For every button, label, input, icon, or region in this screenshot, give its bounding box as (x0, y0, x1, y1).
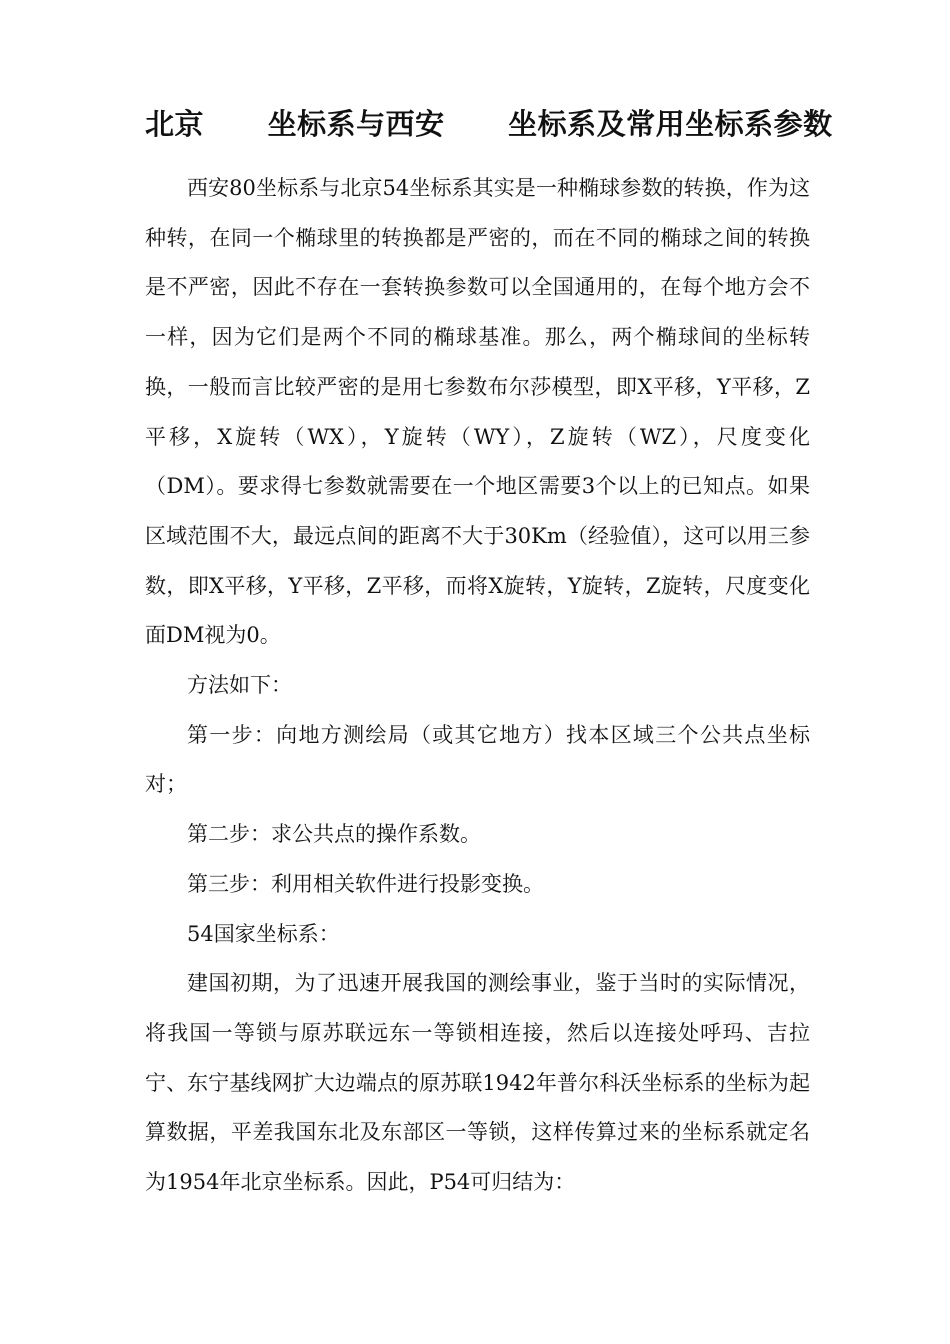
paragraph-step-three: 第三步：利用相关软件进行投影变换。 (187, 871, 544, 896)
document-body (145, 164, 810, 1208)
document-title: 北京 坐标系与西安 坐标系及常用坐标系参数 (145, 107, 833, 141)
paragraph-method-heading: 方法如下： (187, 673, 292, 698)
paragraph-54-heading: 54国家坐标系： (187, 921, 340, 946)
paragraph-54-history: 建国初期，为了迅速开展我国的测绘事业，鉴于当时的实际情况，将我国一等锁与原苏联远东一等锁相连接，然后以连接处呼玛、吉拉宁、东宁基线网扩大边端点的原苏联1942年普尔科沃坐标系的坐标为起算数据，平差我国东北及东部区一等锁，这样传算过来的坐标系就定名为1954年北京坐标系。因此，P54可归结为： (145, 971, 810, 1195)
paragraph-step-one: 第一步：向地方测绘局（或其它地方）找本区域三个公共点坐标对； (145, 722, 810, 797)
paragraph-step-two: 第二步：求公共点的操作系数。 (187, 822, 481, 847)
paragraph-conversion-intro: 西安80坐标系与北京54坐标系其实是一种椭球参数的转换，作为这种转，在同一个椭球里的转换都是严密的，而在不同的椭球之间的转换是不严密，因此不存在一套转换参数可以全国通用的，在每个地方会不一样，因为它们是两个不同的椭球基准。那么，两个椭球间的坐标转换，一般而言比较严密的是用七参数布尔莎模型，即X平移，Y平移，Z平移，X旋转（WX），Y旋转（WY），Z旋转（WZ），尺度变化（DM）。要求得七参数就需要在一个地区需要3个以上的已知点。如果区域范围不大，最远点间的距离不大于30Km（经验值），这可以用三参数，即X平移，Y平移，Z平移，而将X旋转，Y旋转，Z旋转，尺度变化面DM视为0。 (145, 176, 810, 648)
